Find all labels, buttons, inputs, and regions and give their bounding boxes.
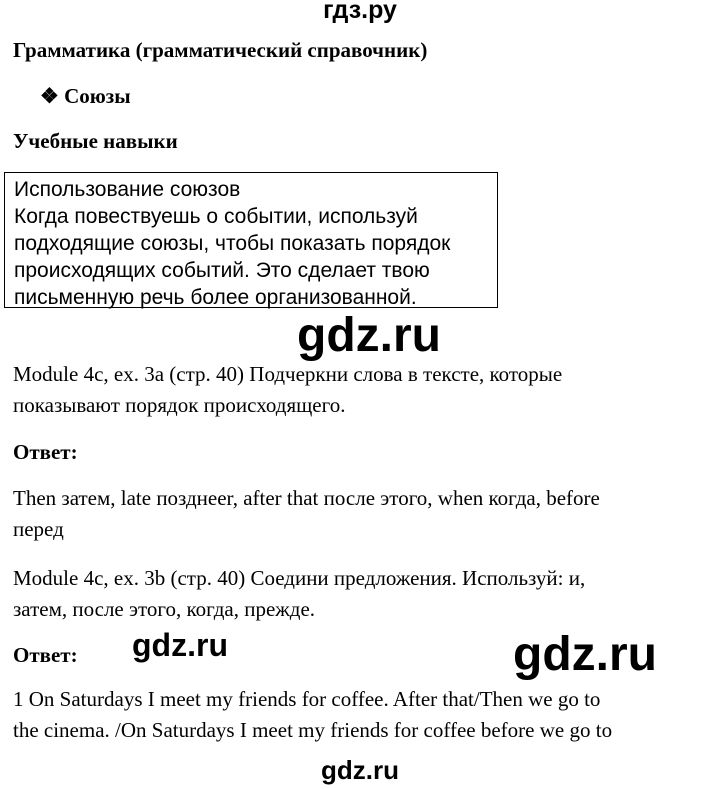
answer-label: Ответ: [13, 643, 78, 667]
task1-answer [13, 483, 600, 545]
task2-text [13, 563, 585, 625]
bullet-item: ❖ Союзы [40, 84, 131, 108]
section-title: Грамматика (грамматический справочник) [13, 38, 428, 62]
info-box-line: письменную речь более организованной. [14, 286, 417, 309]
task1-text [13, 359, 562, 421]
answer-line: Then затем, late позднеer, after that после этого, when когда, before [13, 486, 600, 510]
watermark-medium: gdz.ru [132, 627, 228, 663]
info-box-line: Когда повествуешь о событии, используй [14, 205, 418, 228]
task2-answer [13, 684, 612, 746]
task2-line: затем, после этого, когда, прежде. [13, 597, 316, 621]
info-box [4, 172, 498, 308]
answer-line: 1 On Saturdays I meet my friends for coffee. After that/Then we go to [13, 687, 601, 711]
info-box-line: происходящих событий. Это сделает твою [14, 259, 430, 282]
watermark-large: gdz.ru [297, 309, 441, 362]
skills-heading: Учебные навыки [13, 129, 178, 153]
info-box-line: подходящие союзы, чтобы показать порядок [14, 232, 451, 255]
answer-line: the cinema. /On Saturdays I meet my friends for coffee before we go to [13, 718, 613, 742]
answer-line: перед [13, 517, 64, 541]
task2-line: Module 4c, ex. 3b (стр. 40) Соедини предложения. Используй: и, [13, 566, 586, 590]
info-box-title: Использование союзов [14, 178, 241, 201]
task1-line: показывают порядок происходящего. [13, 393, 346, 417]
watermark-large: gdz.ru [513, 628, 657, 681]
task1-line: Module 4c, ex. 3a (стр. 40) Подчеркни слова в тексте, которые [13, 362, 563, 386]
watermark-top: гдз.ру [323, 0, 397, 24]
watermark-bottom: gdz.ru [321, 755, 399, 785]
answer-label: Ответ: [13, 440, 78, 464]
